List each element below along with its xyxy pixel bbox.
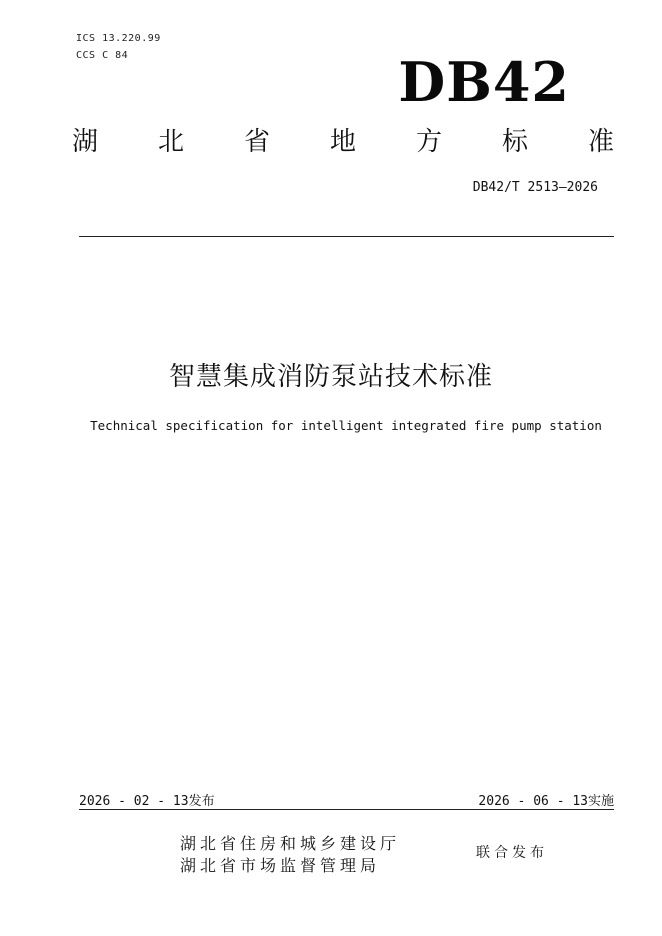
issuer-market-regulation-bureau: 湖北省市场监督管理局: [180, 856, 381, 875]
title-english: Technical specification for intelligent integrated fire pump station: [90, 418, 602, 433]
standard-type-char: 地: [329, 127, 356, 157]
standard-type-char: 北: [157, 127, 184, 157]
joint-issue-label: 联合发布: [476, 845, 548, 861]
footer-divider: [79, 809, 614, 810]
issuer-housing-department: 湖北省住房和城乡建设厅: [180, 834, 401, 853]
header-divider: [79, 236, 614, 237]
standard-type-char: 方: [415, 127, 442, 157]
standard-type-char: 标: [501, 127, 528, 157]
issue-date: 2026 - 02 - 13发布: [79, 794, 215, 809]
standard-type-heading: [70, 124, 616, 160]
implementation-date: 2026 - 06 - 13实施: [478, 794, 614, 809]
db-logo: DB42: [398, 50, 570, 114]
title-chinese: 智慧集成消防泵站技术标准: [168, 362, 493, 392]
ics-code: ICS 13.220.99: [76, 33, 161, 44]
issuing-organizations: [180, 833, 400, 877]
standard-type-char: 准: [587, 127, 614, 157]
standard-type-char: 湖: [71, 127, 98, 157]
standard-number: DB42/T 2513—2026: [472, 180, 598, 195]
ccs-code: CCS C 84: [76, 50, 129, 61]
standard-type-char: 省: [243, 127, 270, 157]
